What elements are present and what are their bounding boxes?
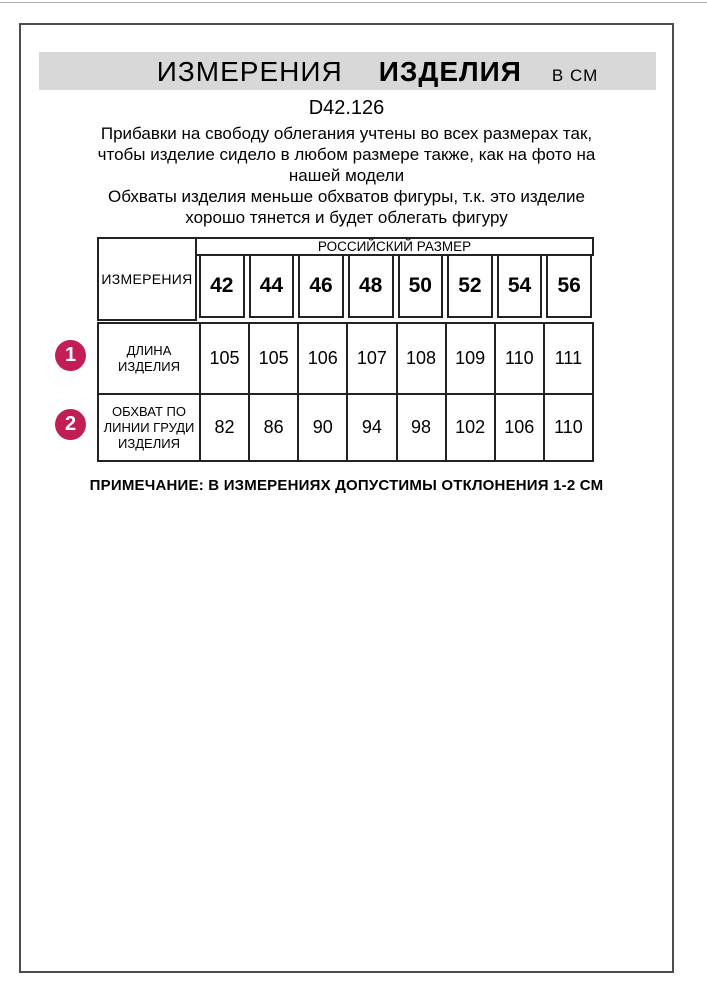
title-measurements: ИЗМЕРЕНИЯ [156,56,343,87]
row-label-chest: ОБХВАТ ПО ЛИНИИ ГРУДИ ИЗДЕЛИЯ [99,393,199,460]
row-label-length: ДЛИНА ИЗДЕЛИЯ [118,342,180,374]
table-value: 86 [248,393,297,460]
table-value: 90 [297,393,346,460]
size-column-header: 48 [348,256,394,318]
size-chart-page [19,23,674,973]
corner-header-cell: ИЗМЕРЕНИЯ [97,237,197,321]
fit-allowance-note: Прибавки на свободу облегания учтены во всех размерах так, чтобы изделие сидело в любом размере также, как на фото на нашей модели [97,124,596,185]
table-value: 98 [396,393,445,460]
table-value: 105 [199,324,248,393]
size-column-header: 42 [199,256,245,318]
screenshot-top-edge-line [0,2,707,3]
table-value: 94 [346,393,395,460]
size-column-header: 46 [298,256,344,318]
size-column-header: 52 [447,256,493,318]
title-band-text [157,57,598,87]
table-value: 110 [543,393,592,460]
table-value: 105 [248,324,297,393]
table-value: 82 [199,393,248,460]
table-value: 110 [494,324,543,393]
size-table-header [97,237,594,321]
table-value: 111 [543,324,592,393]
title-unit-cm: В СМ [551,66,599,85]
stretch-note: Обхваты изделия меньше обхватов фигуры, т.к. это изделие хорошо тянется и будет облегать фигуру [108,187,585,227]
size-column-header: 44 [249,256,295,318]
table-value: 107 [346,324,395,393]
size-column-header: 54 [497,256,543,318]
table-value: 102 [445,393,494,460]
row-marker-2: 2 [55,409,86,440]
russian-size-header-cell: РОССИЙСКИЙ РАЗМЕР [197,237,594,256]
table-value: 108 [396,324,445,393]
article-code: D42.126 [308,97,385,119]
tolerance-footnote: ПРИМЕЧАНИЕ: В ИЗМЕРЕНИЯХ ДОПУСТИМЫ ОТКЛОНЕНИЯ 1-2 СМ [89,477,604,494]
title-band [39,52,656,90]
row-marker-1: 1 [55,340,86,371]
title-product: ИЗДЕЛИЯ [378,56,522,87]
size-table-body [97,322,594,462]
table-value: 106 [297,324,346,393]
table-value: 106 [494,393,543,460]
size-table [64,237,594,462]
size-column-header: 50 [398,256,444,318]
size-column-header: 56 [546,256,592,318]
table-value: 109 [445,324,494,393]
